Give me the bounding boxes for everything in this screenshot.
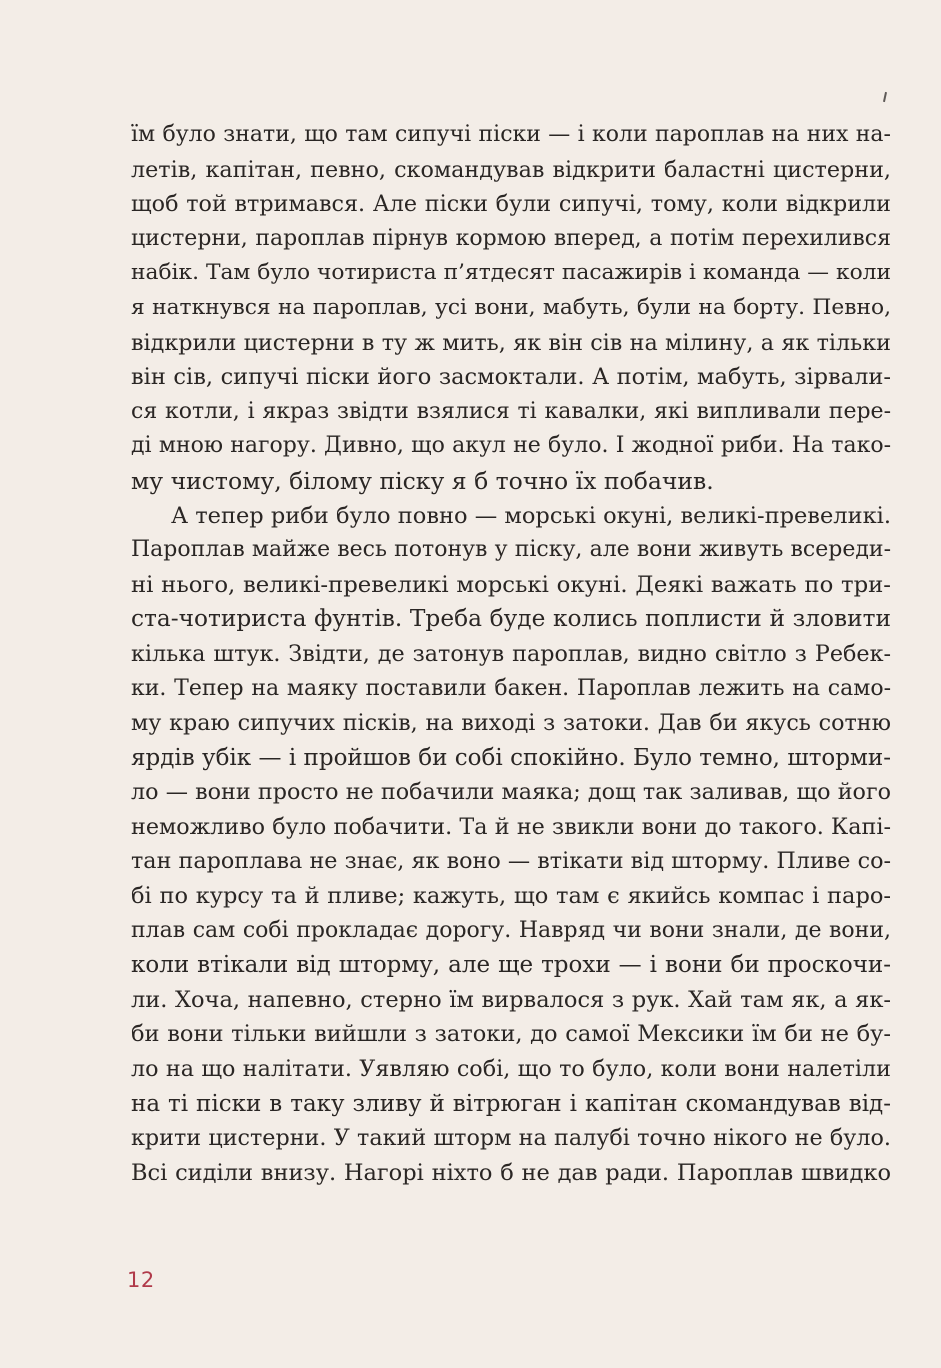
page-number: 12 <box>127 1268 155 1292</box>
text-line: ні нього, великі-превеликі морські окуні. Деякі важать по три- <box>131 571 891 598</box>
text-line: му краю сипучих пісків, на виході з затоки. Дав би якусь сотню <box>131 710 891 737</box>
text-line: му чистому, білому піску я б точно їх побачив. <box>131 466 714 495</box>
text-line: плав сам собі прокладає дорогу. Навряд чи вони знали, де вони, <box>131 917 891 943</box>
text-line: він сів, сипучі піски його засмоктали. А потім, мабуть, зірвали- <box>131 364 891 391</box>
text-line: ли. Хоча, напевно, стерно їм вирвалося з рук. Хай там як, а як- <box>131 986 891 1013</box>
text-line: тан пароплава не знає, як воно — втікати від шторму. Пливе со- <box>131 848 891 875</box>
text-line: їм було знати, що там сипучі піски — і коли пароплав на них на- <box>131 122 891 147</box>
text-line: відкрили цистерни в ту ж мить, як він сів на мілину, а як тільки <box>131 329 891 356</box>
text-line: крити цистерни. У такий шторм на палубі точно нікого не було. <box>131 1125 891 1152</box>
text-line: летів, капітан, певно, скомандував відкрити баластні цистерни, <box>131 156 891 183</box>
text-line: ло на що налітати. Уявляю собі, що то було, коли вони налетіли <box>131 1056 891 1083</box>
text-line: цистерни, пароплав пірнув кормою вперед, а потім перехилився <box>131 225 891 251</box>
corner-mark <box>883 92 887 102</box>
text-line: бі по курсу та й пливе; кажуть, що там є якийсь компас і паро- <box>131 883 891 910</box>
text-line: Пароплав майже весь потонув у піску, але вони живуть всереди- <box>131 537 891 563</box>
text-line: ки. Тепер на маяку поставили бакен. Пароплав лежить на само- <box>131 675 891 701</box>
text-line: ста-чотириста фунтів. Треба буде колись поплисти й зловити <box>131 605 891 633</box>
text-line: я наткнувся на пароплав, усі вони, мабуть, були на борту. Певно, <box>131 294 891 320</box>
text-line: набік. Там було чотириста п’ятдесят пасажирів і команда — коли <box>131 260 891 286</box>
text-line: А тепер риби було повно — морські окуні, великі-превеликі. <box>171 502 891 529</box>
body-text <box>131 118 891 1190</box>
text-line: ді мною нагору. Дивно, що акул не було. І жодної риби. На тако- <box>131 433 891 459</box>
text-line: Всі сиділи внизу. Нагорі ніхто б не дав ради. Пароплав швидко <box>131 1159 891 1186</box>
text-line: ярдів убік — і пройшов би собі спокійно. Було темно, шторми- <box>131 744 891 771</box>
text-line: би вони тільки вийшли з затоки, до самої Мексики їм би не бу- <box>131 1021 891 1048</box>
text-line: на ті піски в таку зливу й вітрюган і капітан скомандував від- <box>131 1090 891 1117</box>
text-line: ся котли, і якраз звідти взялися ті кавалки, які випливали пере- <box>131 398 891 424</box>
text-line: щоб той втримався. Але піски були сипучі, тому, коли відкрили <box>131 191 891 218</box>
text-line: неможливо було побачити. Та й не звикли вони до такого. Капі- <box>131 813 891 840</box>
text-line: коли втікали від шторму, але ще трохи — і вони би проскочи- <box>131 952 891 979</box>
text-line: ло — вони просто не побачили маяка; дощ так заливав, що його <box>131 779 891 806</box>
text-line: кілька штук. Звідти, де затонув пароплав, видно світло з Ребек- <box>131 640 891 667</box>
